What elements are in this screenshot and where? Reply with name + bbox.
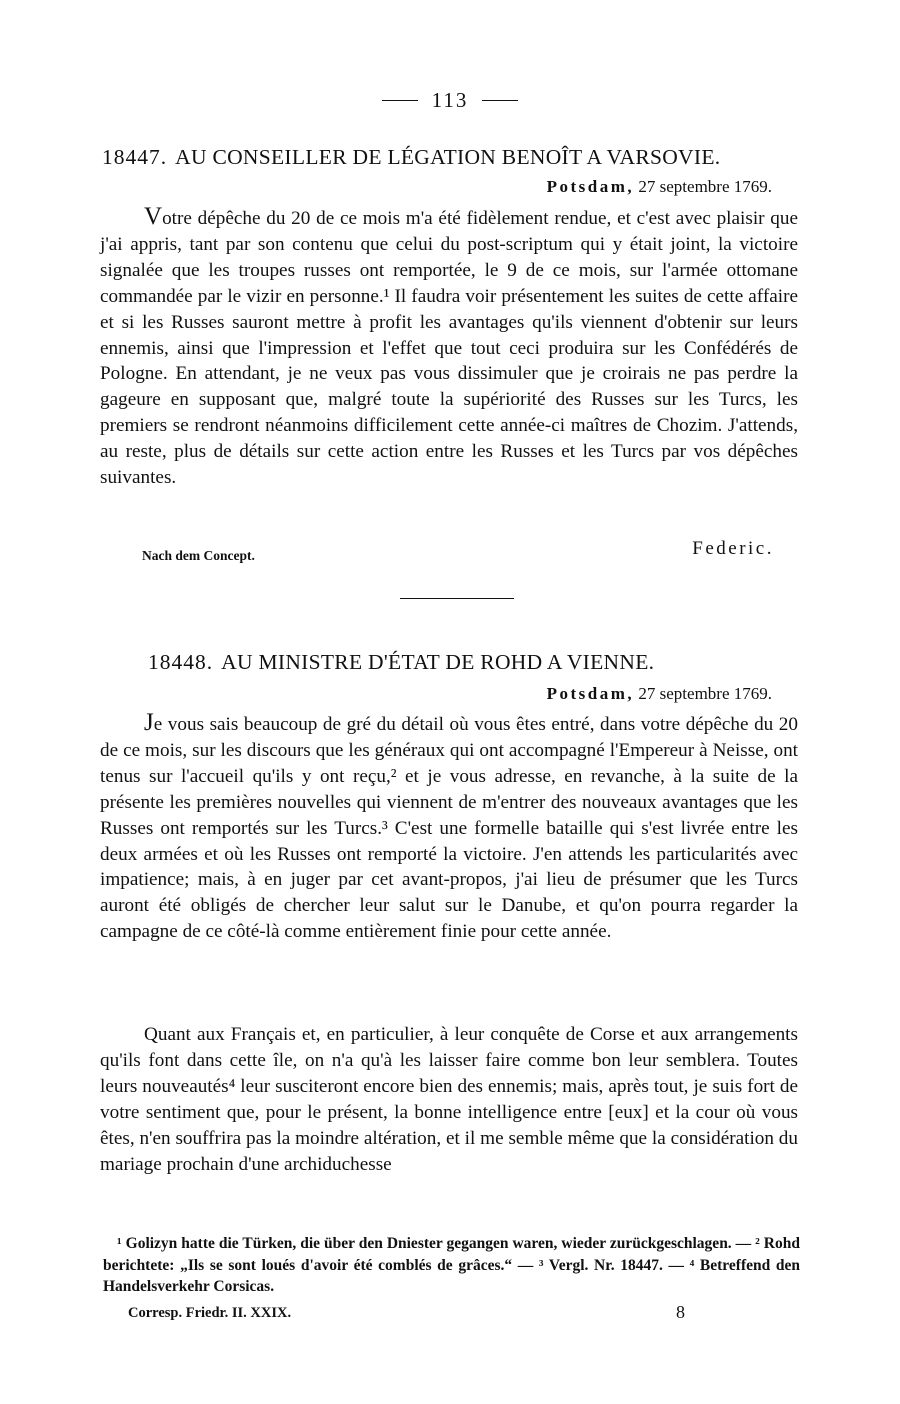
letter-dateline bbox=[547, 684, 772, 704]
source-note: Nach dem Concept. bbox=[142, 548, 255, 563]
letter-heading-18448 bbox=[148, 650, 848, 675]
gathering-mark: 8 bbox=[676, 1302, 685, 1322]
section-separator bbox=[400, 598, 514, 599]
signature: Federic. bbox=[692, 538, 774, 559]
letter-title: AU MINISTRE D'ÉTAT DE ROHD A VIENNE. bbox=[221, 650, 655, 674]
running-head-dash-right bbox=[482, 100, 518, 101]
initial-letter: J bbox=[144, 709, 154, 736]
initial-letter: V bbox=[144, 203, 163, 230]
letter-body-continued: Quant aux Français et, en particulier, à leur conquête de Corse et aux arrangements qu'ils font dans cette île, on n'a qu'à les laisser faire comme bon leur semblera. Toutes leurs nouveautés⁴ leur susciteront encore bien des ennemis; mais, après tout, je suis fort de votre sentiment que, pour le présent, la bonne intelligence entre [eux] et la cour où vous êtes, n'en souffrira pas la moindre altération, et il me semble même que la considération du mariage prochain d'une archiduchesse bbox=[100, 1024, 798, 1175]
letter-dateline bbox=[547, 177, 772, 197]
letter-number: 18447. bbox=[102, 145, 168, 169]
running-head-dash-left bbox=[382, 100, 418, 101]
running-head bbox=[0, 88, 900, 113]
dateline-date: 27 septembre 1769. bbox=[638, 177, 772, 196]
letter-heading-18447 bbox=[102, 145, 802, 170]
letter-body bbox=[100, 710, 798, 945]
letter-number: 18448. bbox=[148, 650, 214, 674]
page-number: 113 bbox=[431, 88, 469, 112]
letter-body bbox=[100, 204, 798, 491]
dateline-place: Potsdam, bbox=[546, 684, 635, 703]
series-footer: Corresp. Friedr. II. XXIX. bbox=[128, 1305, 292, 1321]
dateline-place: Potsdam, bbox=[546, 177, 635, 196]
dateline-date: 27 septembre 1769. bbox=[638, 684, 772, 703]
letter-body-text: otre dépêche du 20 de ce mois m'a été fidèlement rendue, et c'est avec plaisir que j'ai appris, tant par son contenu que celui du post-scriptum qui y était joint, la victoire signalée que les troupes russes ont remportée, le 9 de ce mois, sur l'armée ottomane commandée par le vizir en personne.¹ Il faudra voir présentement les suites de cette affaire et si les Russes sauront mettre à profit les avantages qu'ils viennent d'obtenir sur leurs ennemis, ainsi que l'impression et l'effet que tout ceci produira sur les Confédérés de Pologne. En attendant, je ne veux pas vous dissimuler que je croirais ne pas perdre la gageure en supposant que, malgré toute la supériorité des Russes sur les Turcs, les premiers se rendront néanmoins difficilement cette année-ci maîtres de Chozim. J'attends, au reste, plus de détails sur cette action entre les Russes et les Turcs par vos dépêches suivantes. bbox=[100, 208, 798, 489]
footnotes: ¹ Golizyn hatte die Türken, die über den Dniester gegangen waren, wieder zurückgeschlagen. — ² Rohd berichtete: „Ils se sont loués d'avoir été comblés de grâces.“ — ³ Vergl. Nr. 18447. — ⁴ Betreffend den Handelsverkehr Corsicas. bbox=[103, 1235, 800, 1296]
letter-title: AU CONSEILLER DE LÉGATION BENOÎT A VARSOVIE. bbox=[175, 145, 721, 169]
letter-body-text: e vous sais beaucoup de gré du détail où vous êtes entré, dans votre dépêche du 20 de ce mois, sur les discours que les généraux qui ont accompagné l'Empereur à Neisse, ont tenus sur l'accueil qu'ils y ont reçu,² et je vous adresse, en revanche, à la suite de la présente les premières nouvelles qui viennent de m'entrer des nouveaux avantages que les Russes ont remportés sur les Turcs.³ C'est une formelle bataille qui s'est livrée entre les deux armées et où les Russes ont remporté la victoire. J'en attends les particularités avec impatience; mais, à en juger par cet avant-propos, j'ai lieu de présumer que les Turcs auront été obligés de chercher leur salut sur le Danube, et qu'on pourra regarder la campagne de ce côté-là comme entièrement finie pour cette année. bbox=[100, 714, 798, 943]
